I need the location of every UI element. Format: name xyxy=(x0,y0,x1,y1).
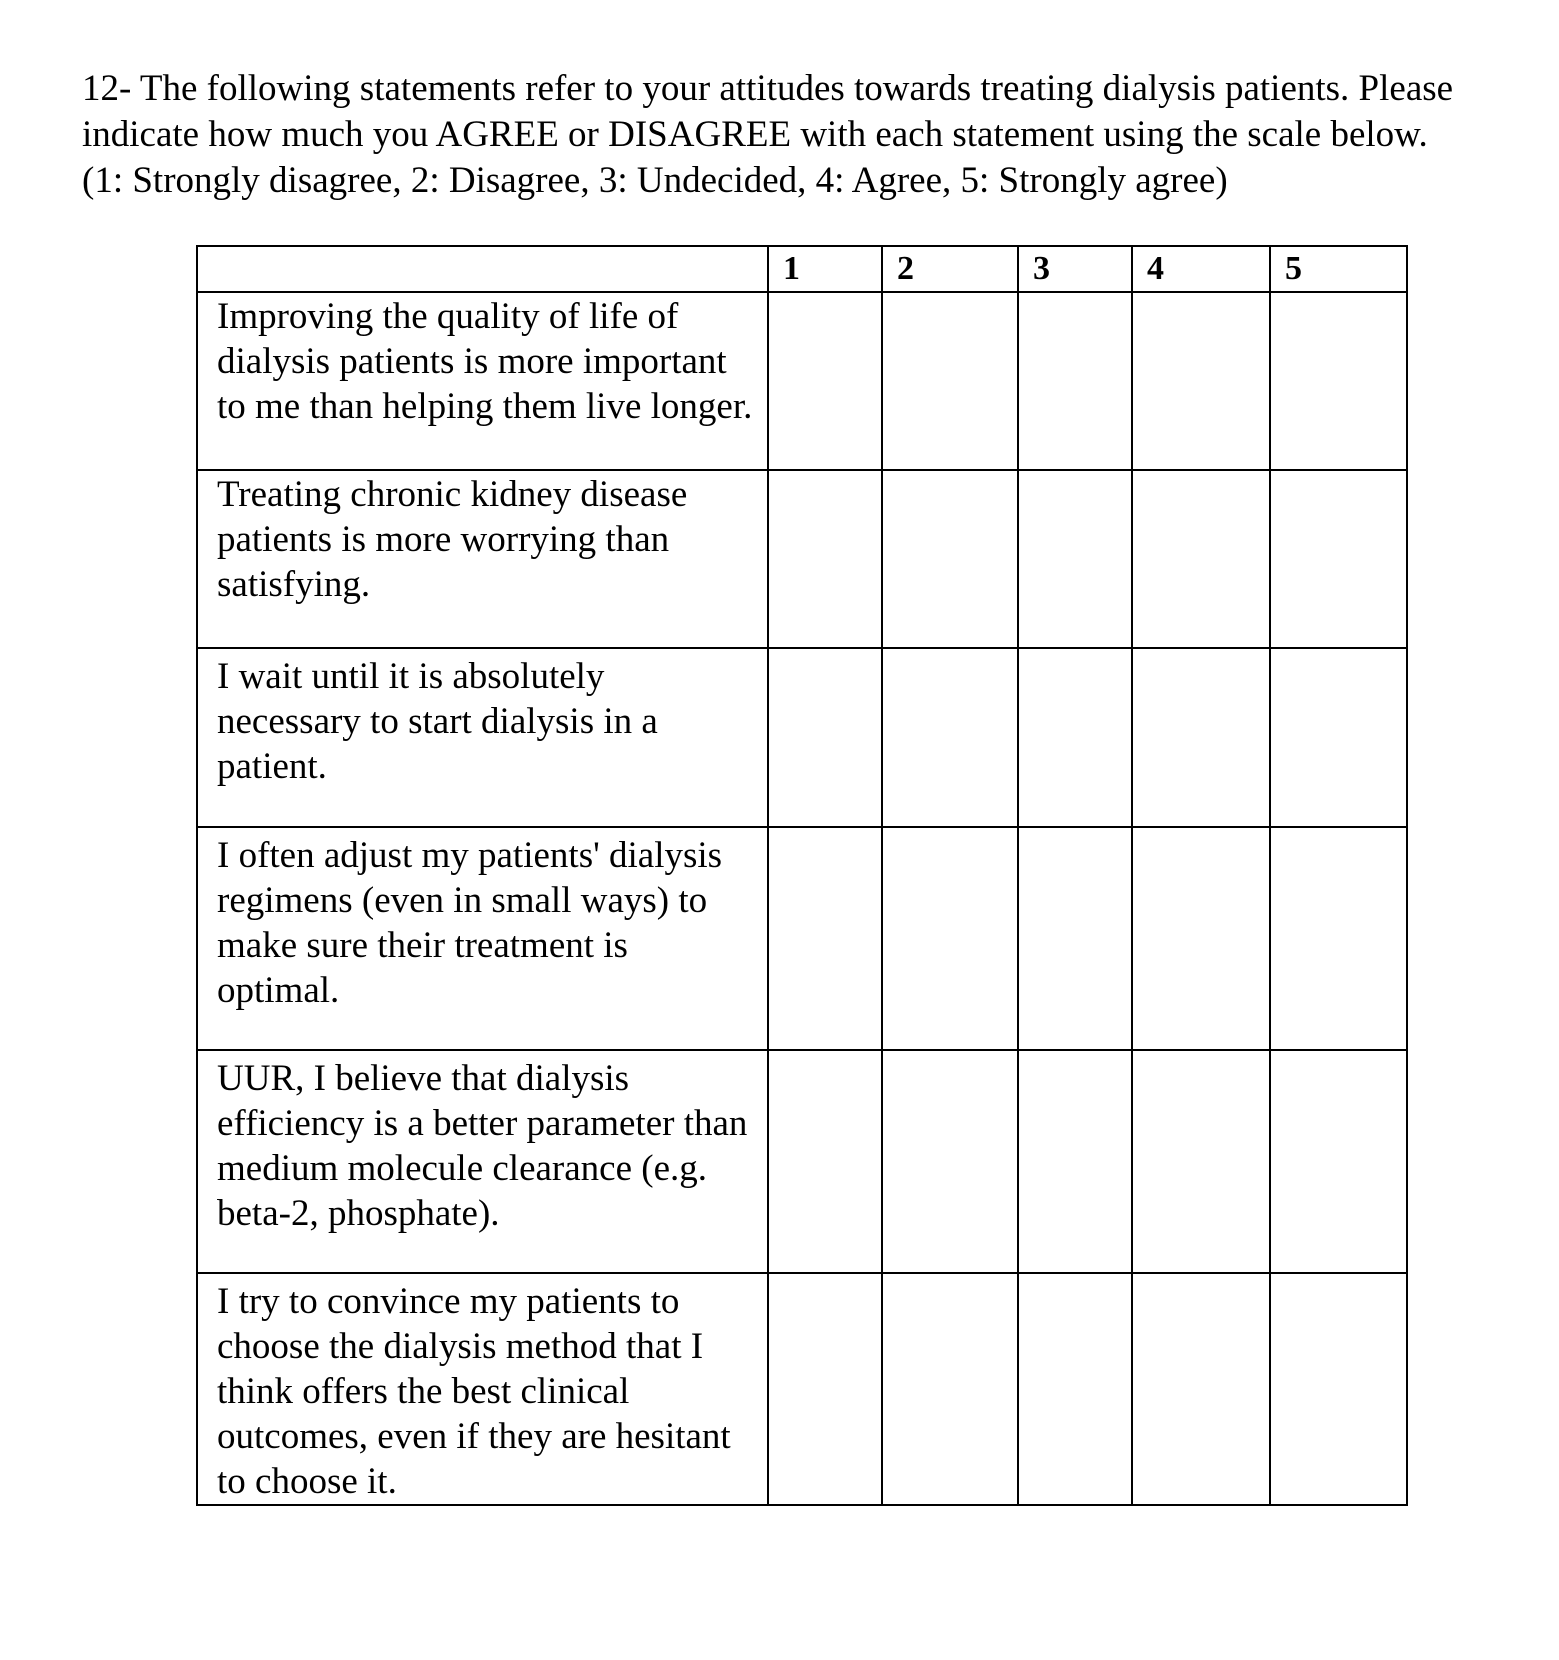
table-row xyxy=(197,470,1407,648)
rating-cell-2[interactable] xyxy=(882,827,1018,1050)
rating-cell-3[interactable] xyxy=(1018,292,1132,470)
rating-cell-2[interactable] xyxy=(882,470,1018,648)
rating-cell-5[interactable] xyxy=(1270,470,1407,648)
statement-cell xyxy=(197,827,768,1050)
question-line: (1: Strongly disagree, 2: Disagree, 3: Undecided, 4: Agree, 5: Strongly agree) xyxy=(82,160,1228,201)
rating-cell-2[interactable] xyxy=(882,1273,1018,1505)
rating-cell-2[interactable] xyxy=(882,292,1018,470)
table-row xyxy=(197,827,1407,1050)
rating-cell-5[interactable] xyxy=(1270,827,1407,1050)
header-row xyxy=(197,246,1407,292)
scale-header-2: 2 xyxy=(882,246,1018,292)
statement-header-cell xyxy=(197,246,768,292)
rating-cell-2[interactable] xyxy=(882,648,1018,827)
question-text xyxy=(82,66,1542,204)
rating-cell-4[interactable] xyxy=(1132,648,1270,827)
statement-text: I try to convince my patients to choose the dialysis method that I think offers the best clinical outcomes, even if they are hesitant to choose it. xyxy=(217,1281,731,1502)
rating-cell-3[interactable] xyxy=(1018,1273,1132,1505)
likert-table xyxy=(196,245,1408,1506)
scale-header-4: 4 xyxy=(1132,246,1270,292)
table-row xyxy=(197,1273,1407,1505)
statement-text: Treating chronic kidney disease patients is more worrying than satisfying. xyxy=(217,474,688,605)
rating-cell-4[interactable] xyxy=(1132,827,1270,1050)
rating-cell-3[interactable] xyxy=(1018,470,1132,648)
statement-cell xyxy=(197,1273,768,1505)
statement-text: UUR, I believe that dialysis efficiency is a better parameter than medium molecule clearance (e.g. beta-2, phosphate). xyxy=(217,1058,748,1234)
rating-cell-1[interactable] xyxy=(768,827,882,1050)
rating-cell-4[interactable] xyxy=(1132,1050,1270,1273)
rating-cell-2[interactable] xyxy=(882,1050,1018,1273)
rating-cell-1[interactable] xyxy=(768,1050,882,1273)
table-row xyxy=(197,1050,1407,1273)
statement-cell xyxy=(197,1050,768,1273)
rating-cell-4[interactable] xyxy=(1132,1273,1270,1505)
statement-cell xyxy=(197,648,768,827)
statement-text: I often adjust my patients' dialysis regimens (even in small ways) to make sure their treatment is optimal. xyxy=(217,835,723,1011)
rating-cell-5[interactable] xyxy=(1270,292,1407,470)
rating-cell-3[interactable] xyxy=(1018,1050,1132,1273)
rating-cell-5[interactable] xyxy=(1270,1273,1407,1505)
rating-cell-1[interactable] xyxy=(768,470,882,648)
rating-cell-3[interactable] xyxy=(1018,648,1132,827)
statement-cell xyxy=(197,292,768,470)
scale-header-1: 1 xyxy=(768,246,882,292)
scale-header-3: 3 xyxy=(1018,246,1132,292)
statement-text: Improving the quality of life of dialysis patients is more important to me than helping them live longer. xyxy=(217,296,753,427)
table-row xyxy=(197,292,1407,470)
rating-cell-1[interactable] xyxy=(768,648,882,827)
statement-cell xyxy=(197,470,768,648)
rating-cell-5[interactable] xyxy=(1270,648,1407,827)
rating-cell-3[interactable] xyxy=(1018,827,1132,1050)
rating-cell-4[interactable] xyxy=(1132,292,1270,470)
statement-text: I wait until it is absolutely necessary to start dialysis in a patient. xyxy=(217,656,658,787)
scale-header-5: 5 xyxy=(1270,246,1407,292)
rating-cell-4[interactable] xyxy=(1132,470,1270,648)
table-row xyxy=(197,648,1407,827)
question-line: indicate how much you AGREE or DISAGREE with each statement using the scale below. xyxy=(82,114,1428,155)
question-line: 12- The following statements refer to your attitudes towards treating dialysis patients. Please xyxy=(82,68,1454,109)
rating-cell-1[interactable] xyxy=(768,292,882,470)
rating-cell-1[interactable] xyxy=(768,1273,882,1505)
rating-cell-5[interactable] xyxy=(1270,1050,1407,1273)
